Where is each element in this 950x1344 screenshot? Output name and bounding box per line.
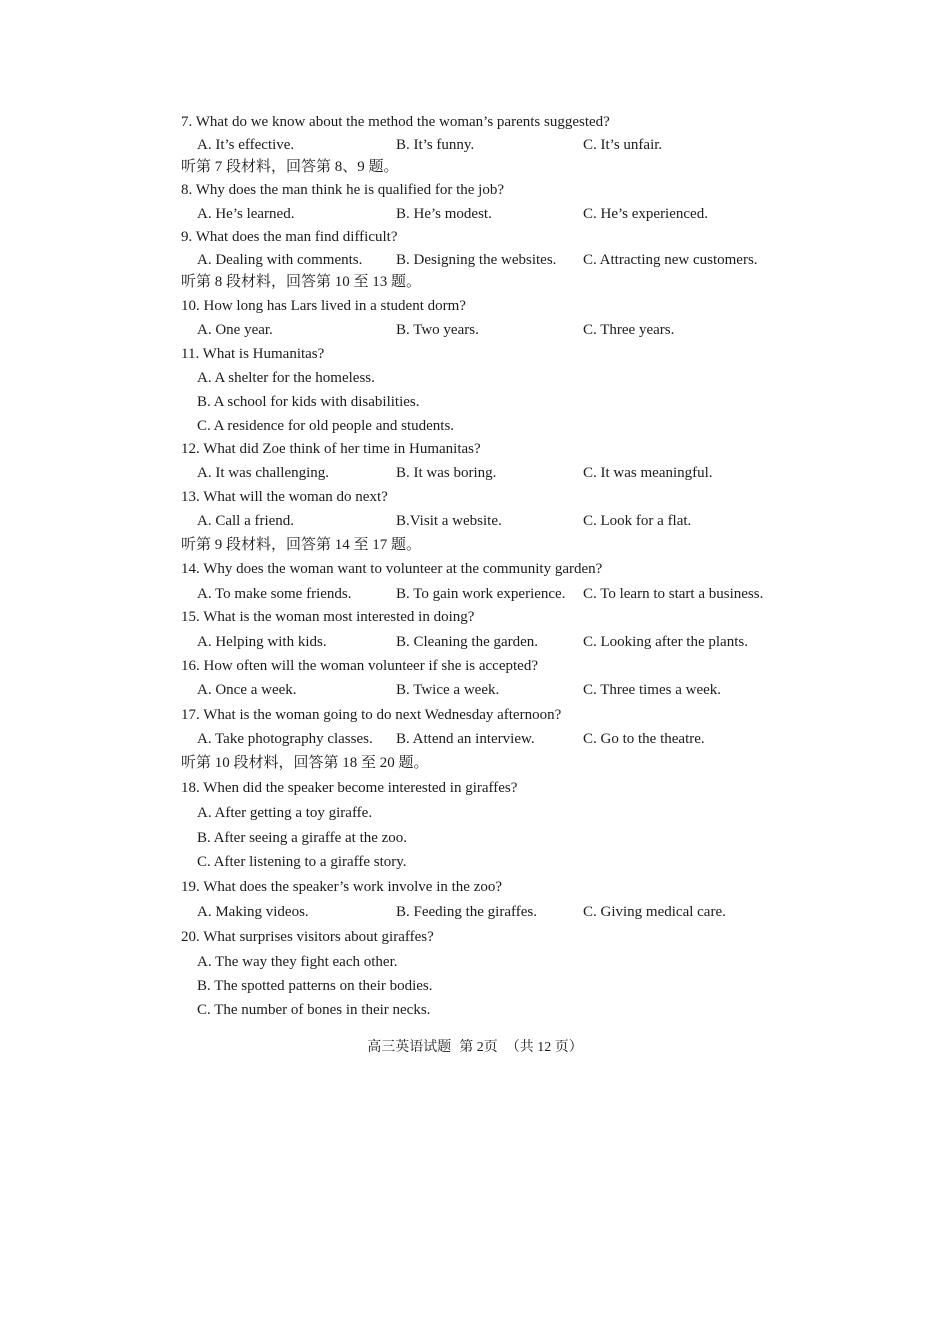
question-text: 11. What is Humanitas? [181, 346, 325, 362]
option-b: B. It was boring. [396, 465, 497, 481]
option-c: C. Three times a week. [583, 682, 722, 698]
option-line: C. After listening to a giraffe story. [197, 854, 407, 870]
option-c: C. It was meaningful. [583, 465, 713, 481]
option-b: B. Cleaning the garden. [396, 634, 539, 650]
option-a: A. Once a week. [197, 682, 297, 698]
option-b: B. Twice a week. [396, 682, 500, 698]
option-b: B. To gain work experience. [396, 586, 566, 602]
question-text: 8. Why does the man think he is qualified for the job? [181, 182, 504, 198]
section-instruction: 听第 9 段材料，回答第 14 至 17 题。 [181, 537, 422, 553]
option-a: A. To make some friends. [197, 586, 352, 602]
option-b: B. It’s funny. [396, 137, 475, 153]
option-a: A. He’s learned. [197, 206, 295, 222]
page-footer [0, 1039, 950, 1057]
question-text: 13. What will the woman do next? [181, 489, 388, 505]
option-a: A. It’s effective. [197, 137, 295, 153]
question-text: 9. What does the man find difficult? [181, 229, 398, 245]
option-b: B. Feeding the giraffes. [396, 904, 537, 920]
option-c: C. To learn to start a business. [583, 586, 764, 602]
question-text: 12. What did Zoe think of her time in Humanitas? [181, 441, 481, 457]
option-c: C. Looking after the plants. [583, 634, 748, 650]
option-line: B. After seeing a giraffe at the zoo. [197, 830, 408, 846]
option-line: A. The way they fight each other. [197, 954, 398, 970]
section-instruction: 听第 10 段材料，回答第 18 至 20 题。 [181, 755, 429, 771]
option-a: A. One year. [197, 322, 273, 338]
option-c: C. Attracting new customers. [583, 252, 758, 268]
option-a: A. It was challenging. [197, 465, 330, 481]
option-line: A. A shelter for the homeless. [197, 370, 375, 386]
option-a: A. Call a friend. [197, 513, 295, 529]
footer-title: 高三英语试题 [367, 1040, 452, 1055]
option-b: B. Two years. [396, 322, 479, 338]
question-text: 15. What is the woman most interested in doing? [181, 609, 475, 625]
footer-page-number: 第 2页 [459, 1040, 498, 1055]
option-line: B. A school for kids with disabilities. [197, 394, 420, 410]
question-text: 7. What do we know about the method the woman’s parents suggested? [181, 114, 610, 130]
option-b: B. Designing the websites. [396, 252, 557, 268]
option-a: A. Dealing with comments. [197, 252, 363, 268]
question-text: 17. What is the woman going to do next Wednesday afternoon? [181, 707, 562, 723]
option-line: A. After getting a toy giraffe. [197, 805, 373, 821]
option-c: C. Three years. [583, 322, 675, 338]
option-c: C. He’s experienced. [583, 206, 708, 222]
option-line: B. The spotted patterns on their bodies. [197, 978, 433, 994]
option-a: A. Helping with kids. [197, 634, 327, 650]
footer-total-pages: （共 12 页） [505, 1040, 583, 1055]
option-c: C. Look for a flat. [583, 513, 692, 529]
option-a: A. Making videos. [197, 904, 309, 920]
option-line: C. The number of bones in their necks. [197, 1002, 431, 1018]
section-instruction: 听第 7 段材料，回答第 8、9 题。 [181, 159, 399, 175]
option-c: C. It’s unfair. [583, 137, 663, 153]
question-text: 20. What surprises visitors about giraffes? [181, 929, 434, 945]
option-line: C. A residence for old people and students. [197, 418, 455, 434]
question-text: 10. How long has Lars lived in a student dorm? [181, 298, 466, 314]
question-text: 14. Why does the woman want to volunteer at the community garden? [181, 561, 603, 577]
option-a: A. Take photography classes. [197, 731, 373, 747]
option-c: C. Giving medical care. [583, 904, 726, 920]
option-b: B. He’s modest. [396, 206, 492, 222]
option-b: B. Attend an interview. [396, 731, 535, 747]
question-text: 16. How often will the woman volunteer if she is accepted? [181, 658, 538, 674]
question-text: 19. What does the speaker’s work involve in the zoo? [181, 879, 503, 895]
option-b: B.Visit a website. [396, 513, 502, 529]
section-instruction: 听第 8 段材料，回答第 10 至 13 题。 [181, 274, 422, 290]
option-c: C. Go to the theatre. [583, 731, 705, 747]
question-text: 18. When did the speaker become interested in giraffes? [181, 780, 518, 796]
